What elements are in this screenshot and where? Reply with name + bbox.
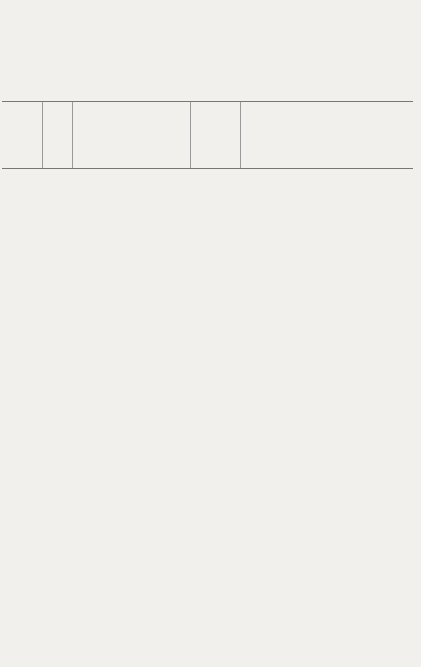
table-header-row: [2, 101, 413, 169]
measurements-table: [2, 101, 413, 169]
col-figure-number-header: [46, 108, 68, 164]
